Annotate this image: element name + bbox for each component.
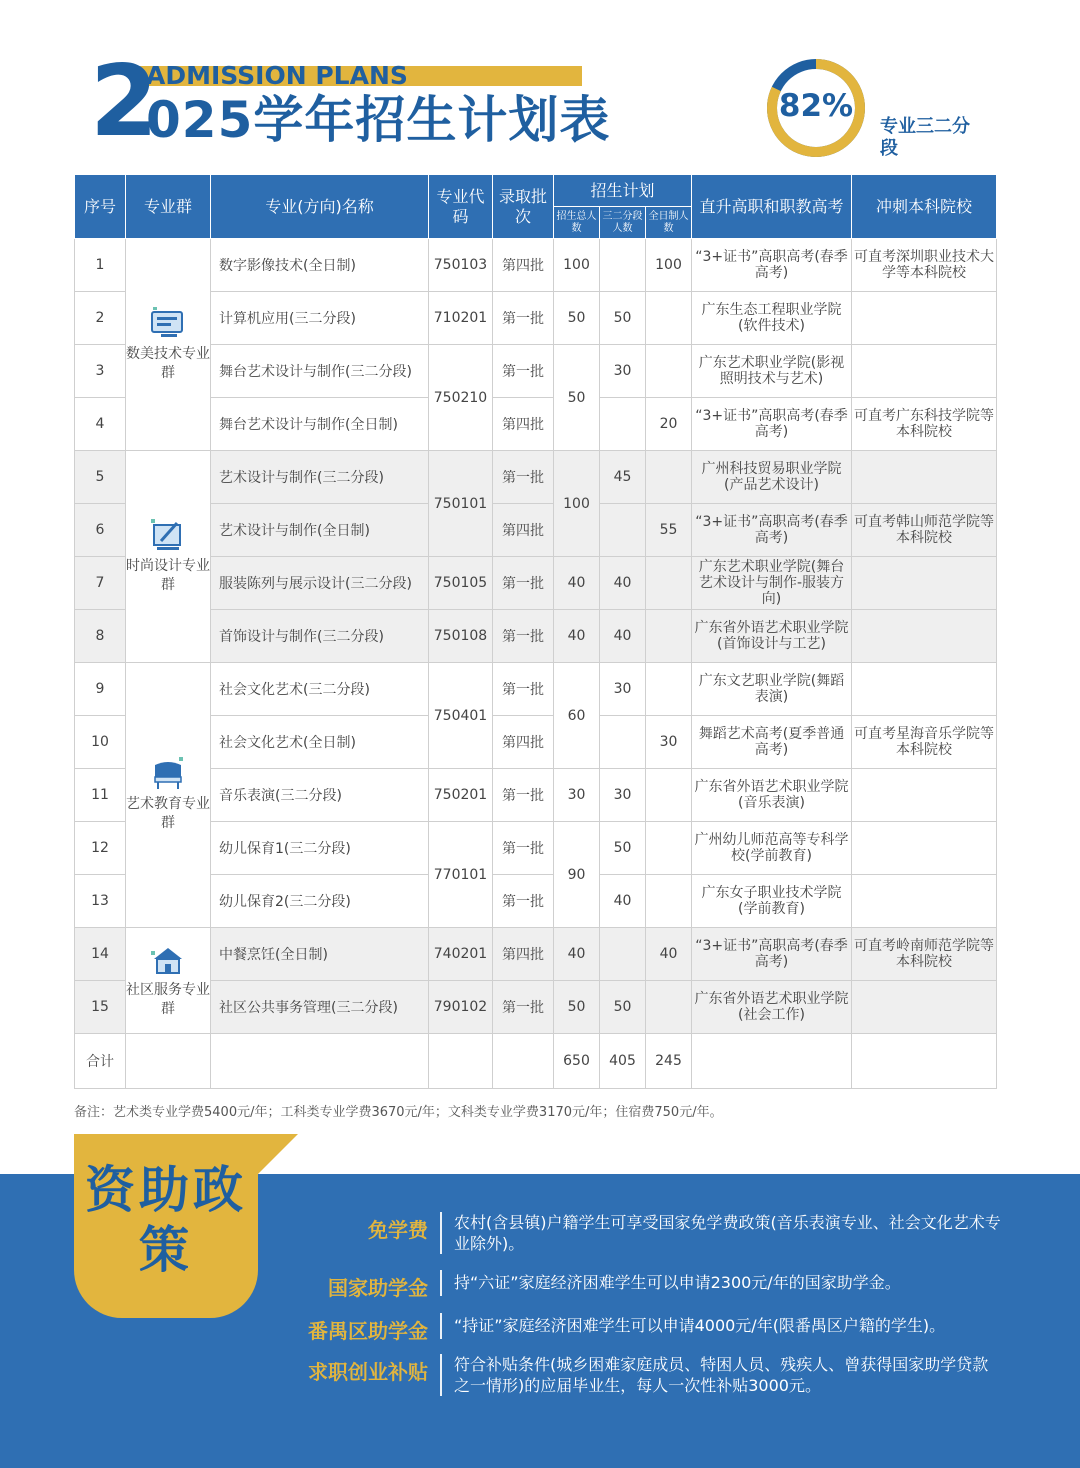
cell-full: 40 [646,928,692,981]
cell-name: 音乐表演(三二分段) [211,769,429,822]
cell-code: 750103 [429,239,493,292]
aid-item-key: 国家助学金 [328,1276,428,1300]
cell-total: 90 [554,822,600,928]
cell-code: 750210 [429,345,493,451]
cell-full [646,610,692,663]
cell-higher: 广东艺术职业学院(影视照明技术与艺术) [692,345,852,398]
cell-bachelor [852,769,997,822]
cell-code: 790102 [429,981,493,1034]
cell-higher: “3+证书”高职高考(春季高考) [692,504,852,557]
cell-batch: 第一批 [493,292,554,345]
cell-bachelor [852,875,997,928]
cell-batch: 第一批 [493,610,554,663]
cell-seq: 6 [75,504,126,557]
cell-batch: 第四批 [493,928,554,981]
table-row [75,875,997,928]
total-full: 245 [646,1034,692,1089]
cell-code: 770101 [429,822,493,928]
cell-higher: “3+证书”高职高考(春季高考) [692,239,852,292]
cell-p32: 30 [600,769,646,822]
group-label: 时尚设计专业群 [126,557,210,593]
col-bachelor: 冲刺本科院校 [852,175,997,239]
empty-cell [493,1034,554,1089]
cell-name: 社会文化艺术(三二分段) [211,663,429,716]
group-label: 数美技术专业群 [126,345,210,381]
cell-batch: 第一批 [493,822,554,875]
design-icon [149,519,187,553]
cell-p32 [600,239,646,292]
cell-batch: 第四批 [493,398,554,451]
cell-seq: 3 [75,345,126,398]
cell-higher: 广东女子职业技术学院(学前教育) [692,875,852,928]
total-sum: 650 [554,1034,600,1089]
cell-p32: 40 [600,875,646,928]
cell-seq: 13 [75,875,126,928]
cell-full [646,663,692,716]
cell-total: 100 [554,239,600,292]
col-plan-full: 全日制人数 [646,207,692,239]
aid-item-value: 持“六证”家庭经济困难学生可以申请2300元/年的国家助学金。 [454,1273,901,1292]
cell-seq: 15 [75,981,126,1034]
cell-higher: 广东文艺职业学院(舞蹈表演) [692,663,852,716]
cell-bachelor: 可直考岭南师范学院等本科院校 [852,928,997,981]
total-p32: 405 [600,1034,646,1089]
cell-p32: 50 [600,822,646,875]
cell-code: 740201 [429,928,493,981]
cell-higher: 舞蹈艺术高考(夏季普通高考) [692,716,852,769]
piano-icon [149,757,187,791]
percent-value: 82% [778,88,854,124]
cell-total: 60 [554,663,600,769]
cell-full: 100 [646,239,692,292]
table-row [75,981,997,1034]
cell-bachelor [852,451,997,504]
aid-item-key: 求职创业补贴 [308,1360,428,1384]
fee-note: 备注：艺术类专业学费5400元/年；工科类专业学费3670元/年；文科类专业学费3170元/年；住宿费750元/年。 [74,1105,723,1120]
cell-name: 舞台艺术设计与制作(全日制) [211,398,429,451]
cell-seq: 1 [75,239,126,292]
cell-code: 750108 [429,610,493,663]
empty-cell [852,1034,997,1089]
cell-full [646,292,692,345]
aid-item-value: 符合补贴条件(城乡困难家庭成员、特困人员、残疾人、曾获得国家助学贷款之一情形)的应届毕业生，每人一次性补贴3000元。 [454,1355,989,1395]
cell-name: 舞台艺术设计与制作(三二分段) [211,345,429,398]
cell-higher: 广东生态工程职业学院(软件技术) [692,292,852,345]
aid-divider [440,1270,442,1296]
col-name: 专业(方向)名称 [211,175,429,239]
aid-item-value: 农村(含县镇)户籍学生可享受国家免学费政策(音乐表演专业、社会文化艺术专业除外)。 [454,1213,1001,1253]
cell-full [646,345,692,398]
cell-name: 服装陈列与展示设计(三二分段) [211,557,429,610]
group-label: 艺术教育专业群 [126,796,210,831]
cell-p32: 30 [600,663,646,716]
empty-cell [429,1034,493,1089]
cell-seq: 2 [75,292,126,345]
cell-batch: 第一批 [493,345,554,398]
monitor-icon [149,307,187,341]
table-row [75,663,997,716]
col-plan: 招生计划 [554,175,692,207]
cell-total: 40 [554,610,600,663]
group-cell [126,239,211,451]
cell-batch: 第一批 [493,451,554,504]
cell-higher: 广州幼儿师范高等专科学校(学前教育) [692,822,852,875]
cell-bachelor [852,292,997,345]
cell-bachelor [852,663,997,716]
cell-bachelor: 可直考星海音乐学院等本科院校 [852,716,997,769]
cell-higher: 广州科技贸易职业学院(产品艺术设计) [692,451,852,504]
cell-p32 [600,716,646,769]
cell-batch: 第四批 [493,239,554,292]
cell-p32 [600,928,646,981]
cell-code: 750101 [429,451,493,557]
aid-divider [440,1212,442,1254]
cell-seq: 7 [75,557,126,610]
aid-divider [440,1313,442,1339]
table-row [75,928,997,981]
col-batch: 录取批次 [493,175,554,239]
aid-item-key: 番禺区助学金 [308,1319,428,1343]
cell-total: 50 [554,292,600,345]
cell-bachelor [852,610,997,663]
cell-full [646,981,692,1034]
cell-batch: 第四批 [493,716,554,769]
group-cell [126,663,211,928]
empty-cell [126,1034,211,1089]
aid-tab-corner [258,1134,298,1174]
cell-name: 幼儿保育2(三二分段) [211,875,429,928]
cell-seq: 14 [75,928,126,981]
table-row [75,769,997,822]
cell-name: 幼儿保育1(三二分段) [211,822,429,875]
cell-name: 数字影像技术(全日制) [211,239,429,292]
admission-plan-table [74,174,997,1089]
cell-p32: 45 [600,451,646,504]
cell-seq: 4 [75,398,126,451]
cell-full [646,769,692,822]
community-icon [149,943,187,977]
cell-bachelor [852,345,997,398]
cell-seq: 12 [75,822,126,875]
cell-bachelor: 可直考深圳职业技术大学等本科院校 [852,239,997,292]
cell-higher: “3+证书”高职高考(春季高考) [692,928,852,981]
table-row [75,451,997,504]
cell-seq: 9 [75,663,126,716]
cell-higher: “3+证书”高职高考(春季高考) [692,398,852,451]
group-cell [126,928,211,1034]
cell-p32: 30 [600,345,646,398]
empty-cell [211,1034,429,1089]
cell-batch: 第一批 [493,875,554,928]
table-row [75,610,997,663]
cell-bachelor [852,822,997,875]
cell-seq: 11 [75,769,126,822]
col-plan-32: 三二分段人数 [600,207,646,239]
cell-name: 艺术设计与制作(全日制) [211,504,429,557]
table-row [75,557,997,610]
cell-higher: 广东省外语艺术职业学院(社会工作) [692,981,852,1034]
cell-name: 社会文化艺术(全日制) [211,716,429,769]
cell-p32 [600,398,646,451]
table-row [75,716,997,769]
table-row [75,345,997,398]
header-english-title: ADMISSION PLANS [146,61,408,90]
table-row [75,398,997,451]
table-row [75,292,997,345]
cell-p32: 40 [600,557,646,610]
percent-label: 专业三二分段 [880,116,970,159]
cell-batch: 第一批 [493,769,554,822]
cell-seq: 8 [75,610,126,663]
col-code: 专业代码 [429,175,493,239]
cell-bachelor: 可直考广东科技学院等本科院校 [852,398,997,451]
cell-full: 20 [646,398,692,451]
cell-code: 710201 [429,292,493,345]
total-label: 合计 [75,1034,126,1089]
cell-full [646,557,692,610]
cell-batch: 第一批 [493,557,554,610]
cell-total: 40 [554,928,600,981]
cell-p32: 50 [600,981,646,1034]
cell-name: 艺术设计与制作(三二分段) [211,451,429,504]
group-label: 社区服务专业群 [126,981,210,1017]
cell-higher: 广东省外语艺术职业学院(首饰设计与工艺) [692,610,852,663]
cell-bachelor [852,981,997,1034]
col-plan-total: 招生总人数 [554,207,600,239]
header-big-digit: 2 [90,45,159,159]
cell-total: 100 [554,451,600,557]
cell-name: 计算机应用(三二分段) [211,292,429,345]
cell-batch: 第一批 [493,981,554,1034]
aid-divider [440,1354,442,1396]
cell-code: 750201 [429,769,493,822]
cell-p32 [600,504,646,557]
table-row [75,239,997,292]
cell-total: 50 [554,981,600,1034]
group-cell [126,451,211,663]
cell-batch: 第四批 [493,504,554,557]
cell-full: 30 [646,716,692,769]
cell-full [646,822,692,875]
cell-bachelor: 可直考韩山师范学院等本科院校 [852,504,997,557]
cell-code: 750401 [429,663,493,769]
empty-cell [692,1034,852,1089]
aid-title: 资助政策 [85,1161,247,1279]
cell-higher: 广东省外语艺术职业学院(音乐表演) [692,769,852,822]
cell-total: 40 [554,557,600,610]
cell-full: 55 [646,504,692,557]
cell-p32: 50 [600,292,646,345]
col-higher: 直升高职和职教高考 [692,175,852,239]
page-title: 025学年招生计划表 [146,91,611,149]
cell-total: 30 [554,769,600,822]
cell-seq: 10 [75,716,126,769]
cell-name: 社区公共事务管理(三二分段) [211,981,429,1034]
total-row [75,1034,997,1089]
aid-item-value: “持证”家庭经济困难学生可以申请4000元/年(限番禺区户籍的学生)。 [454,1316,946,1335]
table-row [75,822,997,875]
aid-item-key: 免学费 [368,1218,428,1242]
col-seq: 序号 [75,175,126,239]
cell-name: 首饰设计与制作(三二分段) [211,610,429,663]
cell-bachelor [852,557,997,610]
aid-title-box [74,1134,258,1318]
table-row [75,504,997,557]
cell-code: 750105 [429,557,493,610]
col-group: 专业群 [126,175,211,239]
cell-total: 50 [554,345,600,451]
cell-p32: 40 [600,610,646,663]
cell-seq: 5 [75,451,126,504]
cell-name: 中餐烹饪(全日制) [211,928,429,981]
cell-batch: 第一批 [493,663,554,716]
cell-full [646,451,692,504]
cell-full [646,875,692,928]
cell-higher: 广东艺术职业学院(舞台艺术设计与制作-服装方向) [692,557,852,610]
